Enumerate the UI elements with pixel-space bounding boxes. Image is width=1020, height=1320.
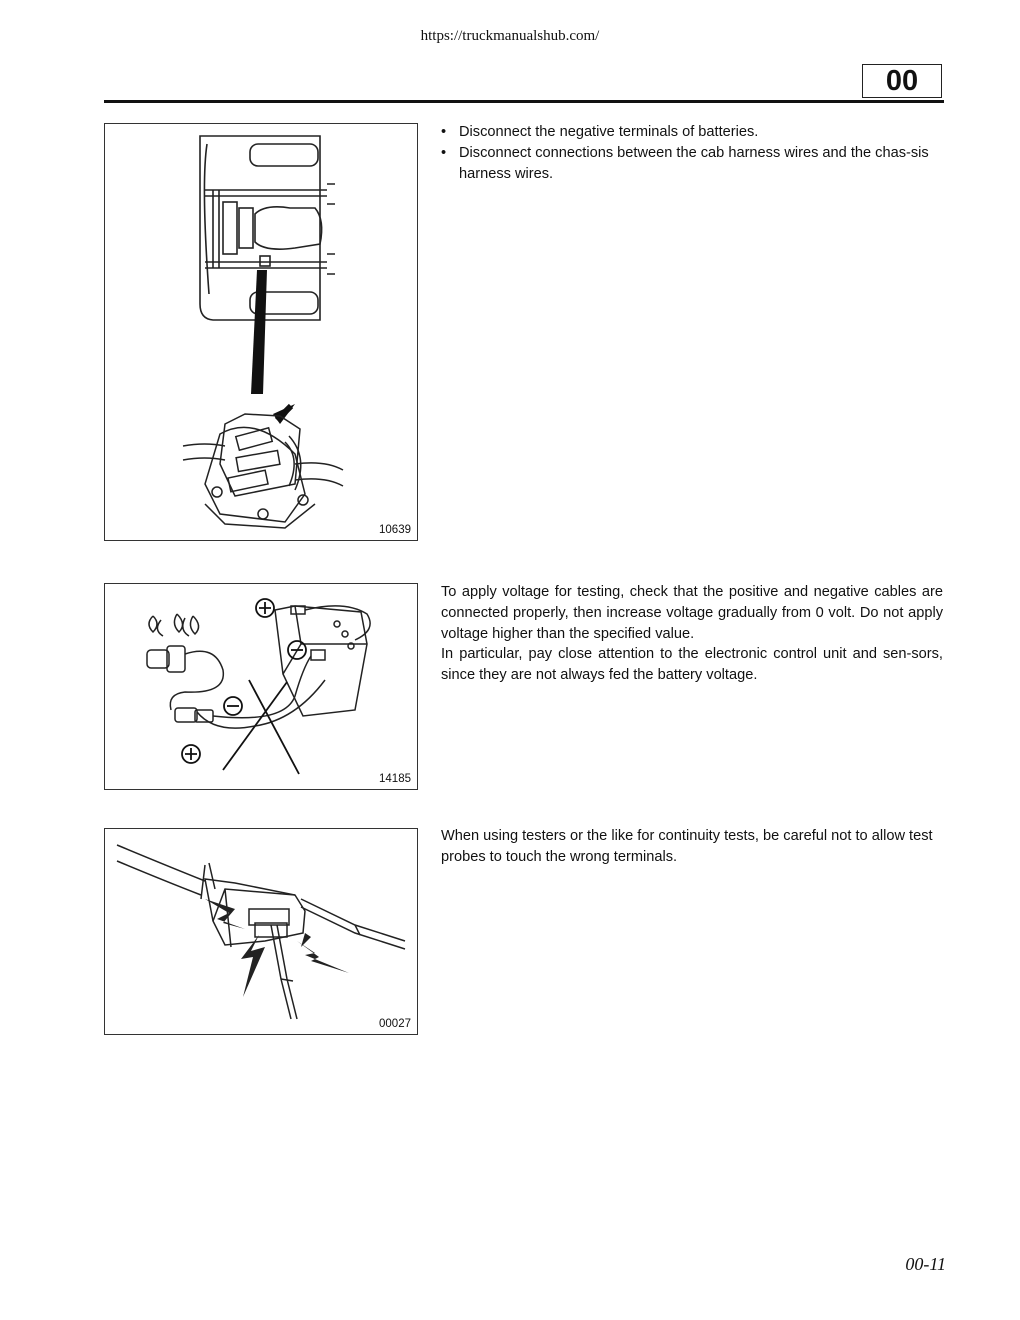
figure-number: 14185 xyxy=(379,773,411,785)
source-url: https://truckmanualshub.com/ xyxy=(420,28,600,44)
battery-voltage-illustration xyxy=(105,584,419,791)
header-rule xyxy=(104,100,944,103)
figure-tester-probes xyxy=(104,828,418,1035)
paragraph: In particular, pay close attention to the electronic control unit and sen-sors, since they are not always fed the battery voltage. xyxy=(441,646,943,684)
harness-connector-illustration xyxy=(105,124,419,542)
page-number: 00-11 xyxy=(905,1254,946,1274)
text-block-apply-voltage xyxy=(441,582,943,686)
paragraph: When using testers or the like for continuity tests, be careful not to allow test probes to touch the wrong terminals. xyxy=(441,828,933,865)
bullet-item: • Disconnect the negative terminals of batteries. xyxy=(441,122,943,143)
bullet-item: • Disconnect connections between the cab harness wires and the chas-sis harness wires. xyxy=(441,143,943,185)
paragraph: To apply voltage for testing, check that the positive and negative cables are connected properly, then increase voltage gradually from 0 volt. Do not apply voltage higher than the specified value. xyxy=(441,584,943,642)
bullet-list xyxy=(441,122,943,184)
figure-number: 10639 xyxy=(379,524,411,536)
section-number-box: 00 xyxy=(862,64,942,98)
figure-harness-connector xyxy=(104,123,418,541)
text-block-disconnect xyxy=(441,122,943,184)
tester-probes-illustration xyxy=(105,829,419,1036)
text-block-continuity xyxy=(441,826,943,868)
figure-number: 00027 xyxy=(379,1018,411,1030)
figure-battery-voltage xyxy=(104,583,418,790)
